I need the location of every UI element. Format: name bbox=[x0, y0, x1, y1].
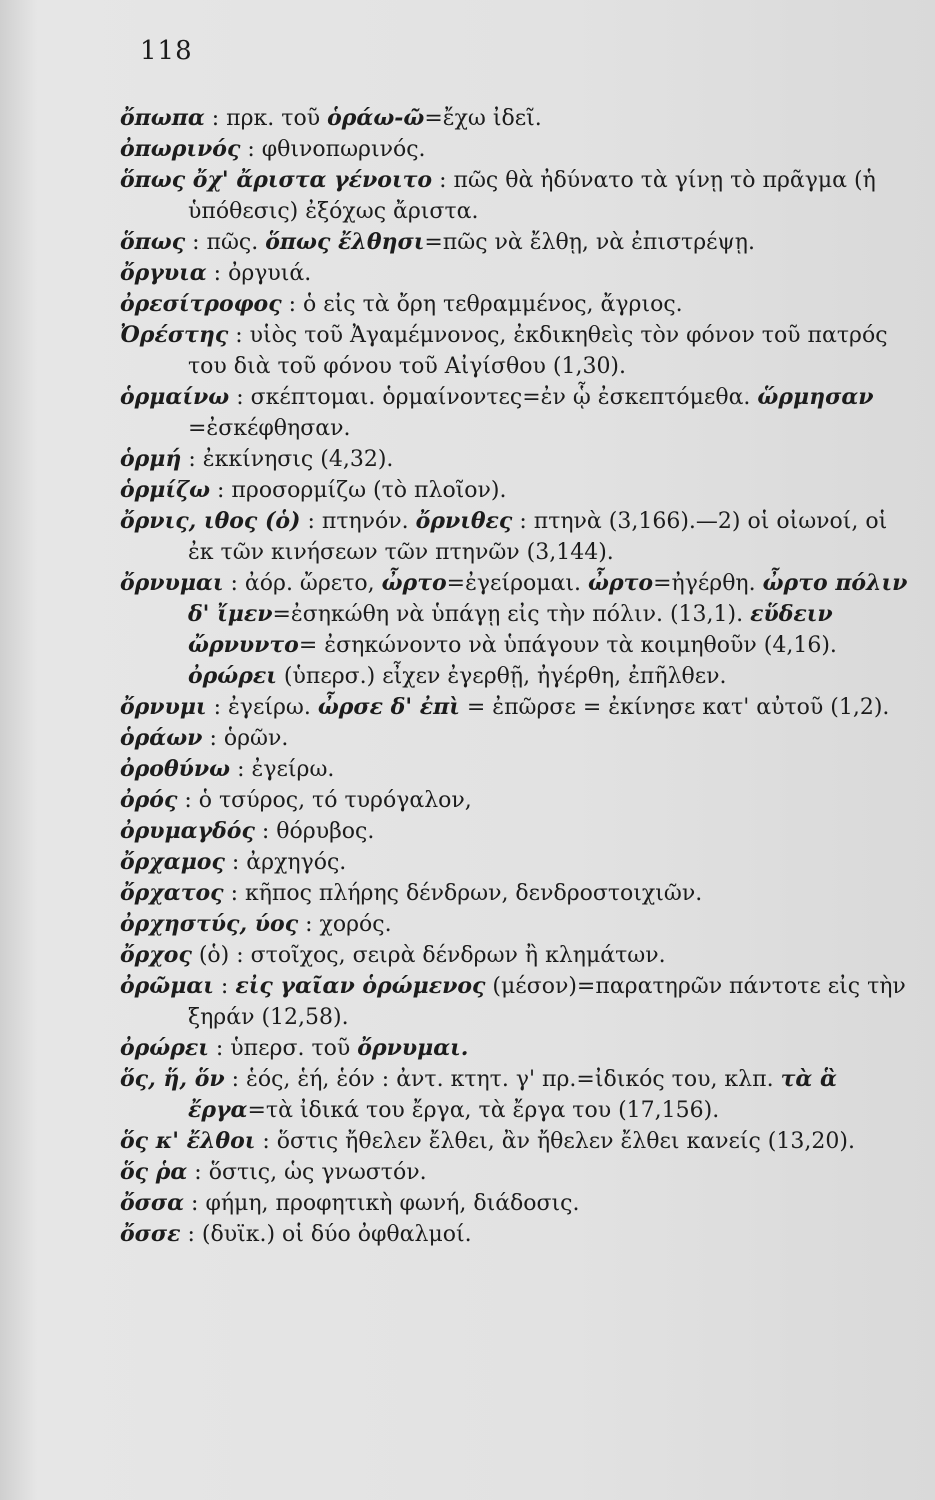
entry-definition: (μέσον)=παρατηρῶν πάντοτε εἰς τὴν ξηράν (12,58). bbox=[188, 974, 906, 1030]
dictionary-entry bbox=[120, 444, 910, 475]
entry-definition: =πῶς νὰ ἔλθῃ, νὰ ἐπιστρέψῃ. bbox=[424, 230, 755, 255]
entry-headword: ὄπωπα bbox=[120, 105, 205, 131]
entry-headword: ὄρνις, ιθος (ὁ) bbox=[120, 508, 301, 534]
entry-headword: ὀρυμαγδός bbox=[120, 818, 255, 844]
dictionary-entry bbox=[120, 320, 910, 382]
entry-definition: = ἐσηκώνοντο νὰ ὑπάγουν τὰ κοιμηθοῦν (4,16). bbox=[298, 633, 837, 658]
entry-quoted-phrase: τὰ ἃ ἔργα bbox=[188, 1066, 837, 1123]
dictionary-entry bbox=[120, 816, 910, 847]
entry-list bbox=[120, 103, 910, 1250]
dictionary-entry bbox=[120, 785, 910, 816]
dictionary-entry bbox=[120, 1157, 910, 1188]
entry-headword: ὁρμίζω bbox=[120, 477, 211, 503]
dictionary-entry bbox=[120, 258, 910, 289]
entry-definition: =ἠγέρθη. bbox=[653, 571, 763, 596]
dictionary-entry bbox=[120, 475, 910, 506]
entry-definition: : ὅστις ἤθελεν ἔλθει, ἂν ἤθελεν ἔλθει κανείς (13,20). bbox=[255, 1129, 855, 1154]
entry-quoted-phrase: ὦρτο bbox=[381, 570, 447, 596]
dictionary-entry bbox=[120, 1033, 910, 1064]
entry-headword: ὄρχαμος bbox=[120, 849, 225, 875]
dictionary-entry bbox=[120, 754, 910, 785]
entry-definition: : υἱὸς τοῦ Ἀγαμέμνονος, ἐκδικηθεὶς τὸν φόνον τοῦ πατρός του διὰ τοῦ φόνου τοῦ Αἰγίσθου (1,30). bbox=[188, 323, 888, 379]
entry-headword: ὅς, ἥ, ὅν bbox=[120, 1066, 225, 1092]
dictionary-entry bbox=[120, 878, 910, 909]
entry-definition: : κῆπος πλήρης δένδρων, δενδροστοιχιῶν. bbox=[223, 881, 703, 906]
entry-quoted-phrase: ὦρτο πόλιν δ' ἴμεν bbox=[188, 570, 908, 627]
dictionary-entry bbox=[120, 103, 910, 134]
dictionary-entry bbox=[120, 847, 910, 878]
entry-definition: =ἐσηκώθη νὰ ὑπάγῃ εἰς τὴν πόλιν. (13,1). bbox=[272, 602, 751, 627]
entry-headword: ὄσσα bbox=[120, 1190, 185, 1216]
entry-definition: : φήμη, προφητικὴ φωνή, διάδοσις. bbox=[184, 1191, 580, 1216]
entry-definition: : θόρυβος. bbox=[254, 819, 375, 844]
entry-headword: ὁρμαίνω bbox=[120, 384, 230, 410]
entry-headword: ὄρνυμαι bbox=[120, 570, 224, 596]
entry-definition: =ἐγείρομαι. bbox=[446, 571, 589, 596]
entry-headword: ὀρώρει bbox=[120, 1035, 209, 1061]
dictionary-entry bbox=[120, 227, 910, 258]
entry-definition: : πτηνὰ (3,166).—2) οἱ οἰωνοί, οἱ ἐκ τῶν κινήσεων τῶν πτηνῶν (3,144). bbox=[188, 509, 888, 565]
entry-definition: : ἐγείρω. bbox=[230, 757, 335, 782]
page-number: 118 bbox=[140, 36, 193, 66]
entry-quoted-phrase: εἰς γαῖαν ὁρώμενος bbox=[235, 973, 486, 999]
entry-definition: (ὁ) : στοῖχος, σειρὰ δένδρων ἢ κλημάτων. bbox=[191, 943, 666, 968]
entry-headword: ὄρχατος bbox=[120, 880, 224, 906]
dictionary-entry bbox=[120, 971, 910, 1033]
entry-headword: ὄρχος bbox=[120, 942, 192, 968]
entry-headword: ὅπως bbox=[120, 229, 186, 255]
entry-definition: =τὰ ἰδικά του ἔργα, τὰ ἔργα του (17,156). bbox=[247, 1098, 720, 1123]
dictionary-entry bbox=[120, 723, 910, 754]
entry-headword: ὄρνυμι bbox=[120, 694, 207, 720]
entry-definition: : ἀρχηγός. bbox=[224, 850, 347, 875]
dictionary-entry bbox=[120, 692, 910, 723]
dictionary-entry bbox=[120, 1219, 910, 1250]
entry-definition: : (δυϊκ.) οἱ δύο ὀφθαλμοί. bbox=[180, 1222, 472, 1247]
dictionary-entry bbox=[120, 1064, 910, 1126]
entry-headword: ὀρῶμαι bbox=[120, 973, 214, 999]
entry-quoted-phrase: ὄρνυμαι. bbox=[357, 1035, 469, 1061]
entry-definition: : πῶς. bbox=[185, 230, 266, 255]
entry-definition: : χορός. bbox=[298, 912, 392, 937]
entry-headword: ὅπως ὄχ' ἄριστα γένοιτο bbox=[120, 167, 433, 193]
entry-definition: : bbox=[213, 974, 236, 999]
dictionary-entry bbox=[120, 134, 910, 165]
entry-definition: : προσορμίζω (τὸ πλοῖον). bbox=[210, 478, 507, 503]
dictionary-entry bbox=[120, 909, 910, 940]
entry-quoted-phrase: ὁράω-ῶ bbox=[327, 105, 425, 131]
dictionary-entry bbox=[120, 1188, 910, 1219]
entry-headword: ὄσσε bbox=[120, 1221, 181, 1247]
entry-definition: : φθινοπωρινός. bbox=[240, 137, 426, 162]
entry-definition: (ὑπερσ.) εἶχεν ἐγερθῇ, ἠγέρθη, ἐπῆλθεν. bbox=[276, 664, 727, 689]
entry-quoted-phrase: ὥρμησαν bbox=[757, 384, 874, 410]
entry-definition: : σκέπτομαι. ὁρμαίνοντες=ἐν ᾧ ἐσκεπτόμεθα. bbox=[229, 385, 758, 410]
entry-quoted-phrase: ὅπως ἔλθησι bbox=[265, 229, 425, 255]
entry-definition: : ἀόρ. ὤρετο, bbox=[223, 571, 382, 596]
entry-definition: : ὁ εἰς τὰ ὄρη τεθραμμένος, ἄγριος. bbox=[281, 292, 683, 317]
entry-definition: : πῶς θὰ ἠδύνατο τὰ γίνῃ τὸ πρᾶγμα (ἡ ὑπόθεσις) ἐξόχως ἄριστα. bbox=[188, 168, 876, 224]
entry-definition: : πρκ. τοῦ bbox=[204, 106, 328, 131]
entry-definition: : ὁρῶν. bbox=[202, 726, 289, 751]
entry-headword: ὀρός bbox=[120, 787, 178, 813]
dictionary-entry bbox=[120, 506, 910, 568]
entry-definition: =ἔχω ἰδεῖ. bbox=[424, 106, 542, 131]
entry-headword: ὁράων bbox=[120, 725, 203, 751]
dictionary-entry bbox=[120, 382, 910, 444]
dictionary-entry bbox=[120, 1126, 910, 1157]
entry-quoted-phrase: ὄρνιθες bbox=[415, 508, 513, 534]
entry-definition: : ὀργυιά. bbox=[206, 261, 312, 286]
entry-headword: ὀπωρινός bbox=[120, 136, 241, 162]
entry-headword: Ὀρέστης bbox=[120, 322, 229, 348]
entry-definition: : ἑός, ἑή, ἑόν : ἀντ. κτητ. γ' πρ.=ἰδικός του, κλπ. bbox=[224, 1067, 781, 1092]
dictionary-entry bbox=[120, 289, 910, 320]
entry-quoted-phrase: ὦρσε δ' ἐπὶ bbox=[317, 694, 460, 720]
entry-headword: ὅς ῥα bbox=[120, 1159, 188, 1185]
entry-definition: : πτηνόν. bbox=[300, 509, 416, 534]
entry-headword: ὀροθύνω bbox=[120, 756, 231, 782]
entry-definition: : ὁ τσύρος, τό τυρόγαλον, bbox=[177, 788, 472, 813]
entry-definition: =ἐσκέφθησαν. bbox=[188, 416, 351, 441]
dictionary-entry bbox=[120, 940, 910, 971]
entry-quoted-phrase: εὕδειν ὤρνυντο bbox=[188, 601, 833, 658]
entry-definition: : ὑπερσ. τοῦ bbox=[208, 1036, 358, 1061]
entry-headword: ὄργυια bbox=[120, 260, 207, 286]
entry-quoted-phrase: ὀρώρει bbox=[188, 663, 277, 689]
entry-definition: = ἐπῶρσε = ἐκίνησε κατ' αὐτοῦ (1,2). bbox=[459, 695, 890, 720]
entry-headword: ὀρεσίτροφος bbox=[120, 291, 282, 317]
entry-definition: : ὅστις, ὡς γνωστόν. bbox=[187, 1160, 427, 1185]
entry-headword: ὁρμή bbox=[120, 446, 182, 472]
entry-headword: ὅς κ' ἔλθοι bbox=[120, 1128, 256, 1154]
entry-quoted-phrase: ὦρτο bbox=[588, 570, 654, 596]
dictionary-entry bbox=[120, 165, 910, 227]
entry-definition: : ἐκκίνησις (4,32). bbox=[181, 447, 394, 472]
dictionary-entry bbox=[120, 568, 910, 692]
entry-headword: ὀρχηστύς, ύος bbox=[120, 911, 299, 937]
entry-definition: : ἐγείρω. bbox=[206, 695, 318, 720]
